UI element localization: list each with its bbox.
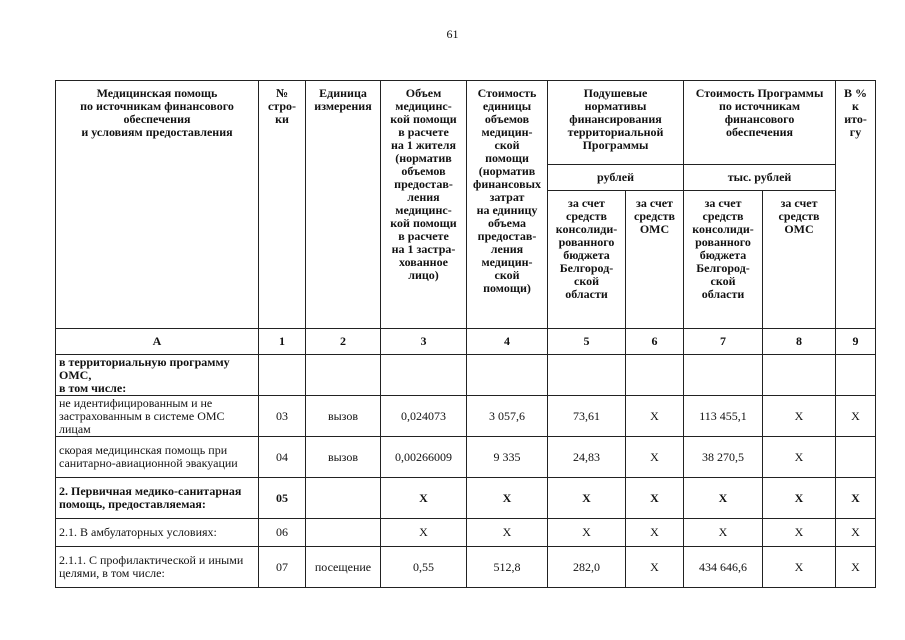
header-col-5 xyxy=(548,191,626,329)
header-col-6 xyxy=(626,191,684,329)
row-cell xyxy=(306,478,381,519)
row-cell: посещение xyxy=(306,547,381,588)
row-cell: X xyxy=(763,437,836,478)
header-col-9-text: В % к ито- гу xyxy=(844,86,868,139)
row-cell: X xyxy=(763,547,836,588)
row-label-text: 2.1.1. С профилактической и иными целями, в том числе: xyxy=(59,553,244,580)
index-cell-a: А xyxy=(56,329,259,355)
row-cell: 73,61 xyxy=(548,396,626,437)
row-label xyxy=(56,355,259,396)
row-cell: 04 xyxy=(259,437,306,478)
row-cell: 38 270,5 xyxy=(684,437,763,478)
row-cell: 07 xyxy=(259,547,306,588)
row-cell: X xyxy=(836,519,876,547)
row-cell: X xyxy=(467,478,548,519)
index-cell-1: 1 xyxy=(259,329,306,355)
header-col-a xyxy=(56,81,259,329)
row-cell: 9 335 xyxy=(467,437,548,478)
row-cell: X xyxy=(548,519,626,547)
index-cell-5: 5 xyxy=(548,329,626,355)
header-col-8 xyxy=(763,191,836,329)
row-cell: 0,00266009 xyxy=(381,437,467,478)
row-cell: 24,83 xyxy=(548,437,626,478)
row-cell xyxy=(381,355,467,396)
row-cell xyxy=(548,355,626,396)
header-col-5-text: за счет средств консолиди- рованного бюджета Белгород- ской области xyxy=(555,196,618,301)
row-cell: X xyxy=(381,519,467,547)
row-cell: X xyxy=(763,478,836,519)
header-group-program-cost-text: Стоимость Программы по источникам финансового обеспечения xyxy=(695,86,824,139)
header-col-2 xyxy=(306,81,381,329)
index-cell-8: 8 xyxy=(763,329,836,355)
row-label xyxy=(56,396,259,437)
row-cell: 113 455,1 xyxy=(684,396,763,437)
row-label xyxy=(56,478,259,519)
header-col-3-text: Объем медицинс- кой помощи в расчете на 1 жителя (норматив объемов предостав- ления медицинс- кой помощи в расчете на 1 застра- хованное лицо) xyxy=(390,86,457,282)
row-cell xyxy=(626,355,684,396)
row-cell: X xyxy=(626,547,684,588)
row-cell: 512,8 xyxy=(467,547,548,588)
header-col-3 xyxy=(381,81,467,329)
table-row xyxy=(56,396,876,437)
header-col-8-text: за счет средств ОМС xyxy=(778,196,820,236)
row-label xyxy=(56,519,259,547)
row-label-text: 2. Первичная медико-санитарная помощь, предоставляемая: xyxy=(59,484,242,511)
header-col-9 xyxy=(836,81,876,329)
row-cell xyxy=(467,355,548,396)
row-label-text: 2.1. В амбулаторных условиях: xyxy=(59,525,217,539)
header-col-1-text: № стро- ки xyxy=(267,86,297,126)
row-cell: X xyxy=(548,478,626,519)
table-row xyxy=(56,437,876,478)
row-cell: X xyxy=(467,519,548,547)
header-col-7 xyxy=(684,191,763,329)
row-cell xyxy=(763,355,836,396)
row-cell: X xyxy=(626,478,684,519)
index-cell-9: 9 xyxy=(836,329,876,355)
row-cell: X xyxy=(626,519,684,547)
row-cell: 3 057,6 xyxy=(467,396,548,437)
row-cell: X xyxy=(626,396,684,437)
row-label xyxy=(56,437,259,478)
row-cell: 434 646,6 xyxy=(684,547,763,588)
header-row-1 xyxy=(56,81,876,165)
row-cell: 0,024073 xyxy=(381,396,467,437)
row-cell: X xyxy=(836,547,876,588)
index-cell-3: 3 xyxy=(381,329,467,355)
header-col-7-text: за счет средств консолиди- рованного бюджета Белгород- ской области xyxy=(692,196,754,301)
row-cell xyxy=(306,355,381,396)
column-index-row xyxy=(56,329,876,355)
index-cell-6: 6 xyxy=(626,329,684,355)
table-row xyxy=(56,478,876,519)
row-cell xyxy=(836,355,876,396)
row-cell xyxy=(306,519,381,547)
index-cell-4: 4 xyxy=(467,329,548,355)
header-group-per-capita-text: Подушевые нормативы финансирования территориальной Программы xyxy=(567,86,664,152)
header-col-2-text: Единица измерения xyxy=(314,86,372,113)
row-cell: 03 xyxy=(259,396,306,437)
row-cell: X xyxy=(626,437,684,478)
row-cell: вызов xyxy=(306,437,381,478)
header-col-4 xyxy=(467,81,548,329)
header-col-1 xyxy=(259,81,306,329)
table-row xyxy=(56,547,876,588)
row-cell: X xyxy=(381,478,467,519)
row-cell: 05 xyxy=(259,478,306,519)
row-cell: 06 xyxy=(259,519,306,547)
row-cell xyxy=(259,355,306,396)
index-cell-2: 2 xyxy=(306,329,381,355)
row-label-text: в территориальную программу ОМС, в том числе: xyxy=(59,354,230,395)
row-cell: X xyxy=(763,519,836,547)
table-row xyxy=(56,519,876,547)
row-cell: 0,55 xyxy=(381,547,467,588)
header-col-4-text: Стоимость единицы объемов медицин- ской помощи (норматив финансовых затрат на единицу объема предостав- ления медицин- ской помощи) xyxy=(473,86,541,295)
row-cell: X xyxy=(684,519,763,547)
row-cell: X xyxy=(836,396,876,437)
program-table xyxy=(55,80,876,588)
table-row xyxy=(56,355,876,396)
header-group-program-cost xyxy=(684,81,836,165)
row-label-text: скорая медицинская помощь при санитарно-авиационной эвакуации xyxy=(59,443,238,470)
row-label xyxy=(56,547,259,588)
row-cell: вызов xyxy=(306,396,381,437)
row-label-text: не идентифицированным и не застрахованным в системе ОМС лицам xyxy=(59,395,225,436)
header-unit-rubles: рублей xyxy=(548,165,684,191)
row-cell: X xyxy=(763,396,836,437)
header-unit-thousand-rubles: тыс. рублей xyxy=(684,165,836,191)
row-cell xyxy=(836,437,876,478)
header-col-6-text: за счет средств ОМС xyxy=(634,196,675,236)
row-cell: X xyxy=(836,478,876,519)
row-cell xyxy=(684,355,763,396)
row-cell: X xyxy=(684,478,763,519)
header-col-a-text: Медицинская помощь по источникам финансового обеспечения и условиям предоставления xyxy=(80,86,234,139)
page-number: 61 xyxy=(446,27,459,41)
header-group-per-capita xyxy=(548,81,684,165)
index-cell-7: 7 xyxy=(684,329,763,355)
row-cell: 282,0 xyxy=(548,547,626,588)
